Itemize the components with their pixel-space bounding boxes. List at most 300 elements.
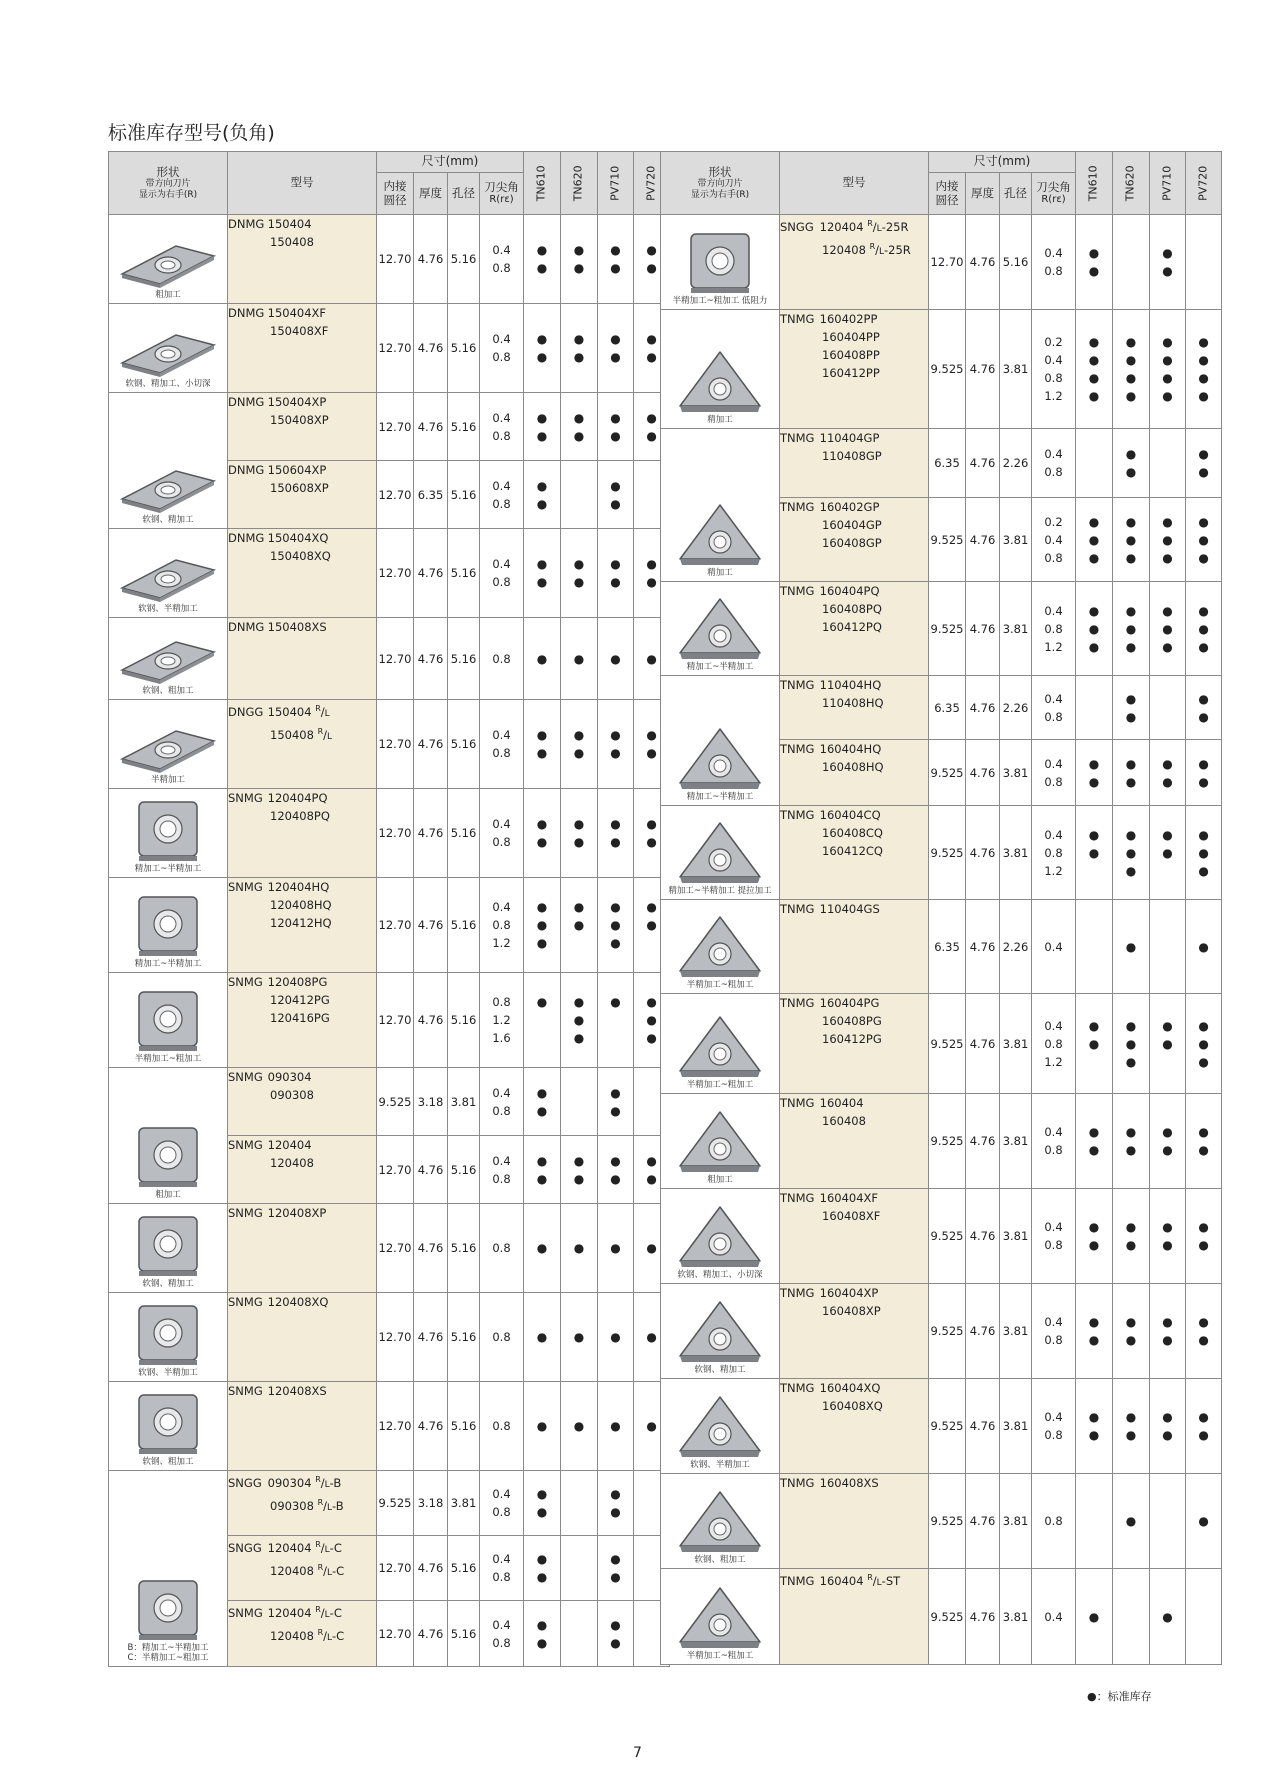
nose-radius-cell: 0.4 0.8 1.2 (1032, 806, 1076, 900)
table-row (661, 582, 1222, 676)
square-insert-icon (133, 1391, 203, 1457)
model-cell: SNMG 120408XS (228, 1382, 377, 1471)
nose-radius-cell: 0.8 (480, 618, 524, 700)
grade-stock-cell: ● (634, 1382, 670, 1471)
grade-stock-cell (1149, 429, 1185, 498)
model-cell: DNMG 150604XP 150608XP (228, 461, 377, 529)
grade-stock-cell: ● ● (634, 789, 670, 878)
model-cell: SNMG 120404HQ 120408HQ 120412HQ (228, 878, 377, 973)
application-label: 粗加工 (155, 290, 181, 301)
thickness-cell: 4.76 (414, 1382, 448, 1471)
grade-stock-cell: ● (1112, 900, 1149, 994)
model-cell: TNMG 160404 160408 (780, 1094, 929, 1189)
grade-stock-cell: ● ● (1186, 1379, 1222, 1474)
grade-stock-cell: ● ● (1076, 806, 1113, 900)
header-nose-radius: 刀尖角 R(rε) (480, 173, 524, 215)
model-cell: TNMG 160404 $^R$/L-ST (780, 1569, 929, 1665)
ic-cell: 9.525 (929, 1094, 966, 1189)
rhombus-insert-icon (116, 465, 220, 515)
grade-stock-cell: ● (634, 618, 670, 700)
ic-cell: 12.70 (377, 529, 414, 618)
ic-cell: 9.525 (377, 1471, 414, 1536)
triangle-insert-icon (675, 1299, 765, 1365)
thickness-cell: 4.76 (966, 994, 1000, 1094)
grade-stock-cell (1076, 1474, 1113, 1569)
grade-stock-cell: ● (1186, 1474, 1222, 1569)
grade-stock-cell: ● ● (560, 878, 597, 973)
grade-stock-cell: ● ● (1149, 1189, 1185, 1284)
thickness-cell: 4.76 (966, 310, 1000, 429)
header-grade-pv710: PV710 (597, 152, 633, 215)
grade-stock-cell: ● (524, 973, 561, 1068)
nose-radius-cell: 0.4 0.8 (480, 304, 524, 393)
insert-shape-cell (109, 973, 228, 1068)
grade-stock-cell: ● ● (1076, 1189, 1113, 1284)
rhombus-insert-icon (116, 554, 220, 604)
nose-radius-cell: 0.4 0.8 (480, 393, 524, 461)
grade-stock-cell (1186, 1569, 1222, 1665)
thickness-cell: 4.76 (414, 878, 448, 973)
triangle-insert-icon (675, 1204, 765, 1270)
ic-cell: 12.70 (377, 1536, 414, 1601)
grade-stock-cell: ● ● (1149, 1379, 1185, 1474)
hole-cell: 5.16 (448, 529, 480, 618)
grade-stock-cell: ● ● (1076, 1284, 1113, 1379)
ic-cell: 12.70 (377, 618, 414, 700)
ic-cell: 12.70 (377, 1204, 414, 1293)
grade-stock-cell: ● ● (560, 789, 597, 878)
nose-radius-cell: 0.8 (480, 1293, 524, 1382)
table-row (661, 676, 1222, 740)
grade-stock-cell (1076, 900, 1113, 994)
ic-cell: 9.525 (929, 1569, 966, 1665)
table-row (661, 215, 1222, 310)
thickness-cell: 4.76 (414, 393, 448, 461)
ic-cell: 12.70 (377, 878, 414, 973)
header-grade-tn620: TN620 (1112, 152, 1149, 215)
ic-cell: 9.525 (929, 1379, 966, 1474)
grade-stock-cell: ● ● ● (524, 878, 561, 973)
ic-cell: 12.70 (377, 1601, 414, 1667)
insert-shape-cell (661, 1379, 780, 1474)
table-row (109, 1293, 670, 1382)
insert-shape-cell (109, 618, 228, 700)
insert-shape-cell (661, 310, 780, 429)
nose-radius-cell: 0.8 1.2 1.6 (480, 973, 524, 1068)
insert-shape-cell (661, 1284, 780, 1379)
grade-stock-cell: ● (560, 1293, 597, 1382)
table-row (109, 393, 670, 461)
grade-stock-cell: ● (1149, 1569, 1185, 1665)
thickness-cell: 4.76 (414, 1136, 448, 1204)
application-label: 半精加工~粗加工 (686, 980, 754, 991)
grade-stock-cell: ● ● (524, 1536, 561, 1601)
insert-shape-cell (109, 529, 228, 618)
hole-cell: 5.16 (448, 973, 480, 1068)
hole-cell: 5.16 (448, 789, 480, 878)
header-thickness: 厚度 (414, 173, 448, 215)
table-row (661, 806, 1222, 900)
table-row (661, 900, 1222, 994)
application-label: 精加工~半精加工 (134, 864, 202, 875)
model-cell: SNMG 090304 090308 (228, 1068, 377, 1136)
hole-cell: 5.16 (448, 393, 480, 461)
table-row (661, 310, 1222, 429)
application-label: 软钢、精加工、小切深 (125, 379, 211, 390)
triangle-insert-icon (675, 914, 765, 980)
grade-stock-cell (1149, 676, 1185, 740)
model-cell: SNMG 120404 $^R$/L-C 120408 $^R$/L-C (228, 1601, 377, 1667)
nose-radius-cell: 0.2 0.4 0.8 (1032, 498, 1076, 582)
grade-stock-cell: ● ● (597, 1068, 633, 1136)
model-cell: SNGG 090304 $^R$/L-B 090308 $^R$/L-B (228, 1471, 377, 1536)
grade-stock-cell: ● ● (1112, 740, 1149, 806)
ic-cell: 9.525 (929, 994, 966, 1094)
nose-radius-cell: 0.2 0.4 0.8 1.2 (1032, 310, 1076, 429)
model-cell: DNMG 150408XS (228, 618, 377, 700)
square-insert-icon (685, 230, 755, 296)
grade-stock-cell: ● (1076, 1569, 1113, 1665)
grade-stock-cell (1149, 1474, 1185, 1569)
header-dims: 尺寸(mm) (929, 152, 1076, 173)
ic-cell: 6.35 (929, 676, 966, 740)
grade-stock-cell: ● ● (1149, 215, 1185, 310)
insert-shape-cell (109, 1068, 228, 1204)
application-label: 半精加工~粗加工 (686, 1651, 754, 1662)
page-number: 7 (633, 1745, 642, 1761)
thickness-cell: 4.76 (966, 676, 1000, 740)
model-cell: TNMG 110404GP 110408GP (780, 429, 929, 498)
header-ic: 内接 圆径 (929, 173, 966, 215)
grade-stock-cell: ● ● (597, 461, 633, 529)
grade-stock-cell: ● ● (1186, 429, 1222, 498)
header-grade-tn620: TN620 (560, 152, 597, 215)
thickness-cell: 4.76 (966, 1094, 1000, 1189)
grade-stock-cell: ● ● (1112, 1284, 1149, 1379)
insert-shape-cell (661, 215, 780, 310)
square-insert-icon (133, 988, 203, 1054)
insert-shape-cell (661, 1094, 780, 1189)
hole-cell: 3.81 (1000, 1474, 1032, 1569)
nose-radius-cell: 0.4 0.8 (480, 461, 524, 529)
ic-cell: 12.70 (377, 304, 414, 393)
application-label: 软钢、粗加工 (142, 1457, 194, 1468)
triangle-insert-icon (675, 1014, 765, 1080)
triangle-insert-icon (675, 726, 765, 792)
table-row (109, 529, 670, 618)
grade-stock-cell: ● ● (1186, 1284, 1222, 1379)
header-grade-tn610: TN610 (1076, 152, 1113, 215)
rhombus-insert-icon (116, 725, 220, 775)
ic-cell: 6.35 (929, 900, 966, 994)
ic-cell: 9.525 (929, 1474, 966, 1569)
rhombus-insert-icon (116, 240, 220, 290)
thickness-cell: 4.76 (414, 304, 448, 393)
grade-stock-cell: ● (597, 1382, 633, 1471)
grade-stock-cell: ● ● (1186, 1094, 1222, 1189)
grade-stock-cell: ● ● (634, 393, 670, 461)
application-label: 软钢、精加工 (694, 1365, 746, 1376)
ic-cell: 9.525 (929, 498, 966, 582)
nose-radius-cell: 0.4 0.8 (480, 1536, 524, 1601)
triangle-insert-icon (675, 1394, 765, 1460)
grade-stock-cell: ● ● (524, 1601, 561, 1667)
grade-stock-cell: ● ● ● (1076, 498, 1113, 582)
legend-standard-stock: ●：标准库存 (1087, 1690, 1152, 1703)
rhombus-insert-icon (116, 636, 220, 686)
grade-stock-cell: ● ● (597, 1471, 633, 1536)
model-cell: TNMG 160402PP 160404PP 160408PP 160412PP (780, 310, 929, 429)
nose-radius-cell: 0.4 0.8 (1032, 676, 1076, 740)
model-cell: TNMG 160404PG 160408PG 160412PG (780, 994, 929, 1094)
table-row (661, 1569, 1222, 1665)
grade-stock-cell: ● (597, 618, 633, 700)
application-label: 软钢、精加工 (142, 515, 194, 526)
ic-cell: 12.70 (377, 1136, 414, 1204)
application-label: 精加工~半精加工 (686, 662, 754, 673)
grade-stock-cell: ● ● ● ● (1076, 310, 1113, 429)
grade-stock-cell: ● ● (560, 1136, 597, 1204)
ic-cell: 12.70 (377, 1293, 414, 1382)
thickness-cell: 4.76 (414, 1536, 448, 1601)
model-cell: TNMG 160404XQ 160408XQ (780, 1379, 929, 1474)
table-row (661, 1284, 1222, 1379)
model-cell: TNMG 160404PQ 160408PQ 160412PQ (780, 582, 929, 676)
insert-shape-cell (661, 582, 780, 676)
grade-stock-cell: ● ● ● (1112, 498, 1149, 582)
table-row (661, 1094, 1222, 1189)
table-row (661, 1474, 1222, 1569)
grade-stock-cell: ● ● (1186, 1189, 1222, 1284)
ic-cell: 12.70 (377, 789, 414, 878)
hole-cell: 3.81 (1000, 582, 1032, 676)
thickness-cell: 4.76 (966, 740, 1000, 806)
nose-radius-cell: 0.4 0.8 (1032, 1094, 1076, 1189)
model-cell: DNMG 150404XF 150408XF (228, 304, 377, 393)
header-grade-tn610: TN610 (524, 152, 561, 215)
insert-shape-cell (109, 700, 228, 789)
hole-cell: 3.81 (448, 1068, 480, 1136)
grade-stock-cell (1112, 1569, 1149, 1665)
thickness-cell: 4.76 (414, 1204, 448, 1293)
hole-cell: 3.81 (1000, 1379, 1032, 1474)
nose-radius-cell: 0.8 (1032, 1474, 1076, 1569)
insert-shape-cell (661, 1569, 780, 1665)
table-row (661, 994, 1222, 1094)
grade-stock-cell: ● (597, 973, 633, 1068)
grade-stock-cell: ● ● (524, 393, 561, 461)
header-hole: 孔径 (448, 173, 480, 215)
nose-radius-cell: 0.8 (480, 1204, 524, 1293)
grade-stock-cell: ● ● ● (1149, 498, 1185, 582)
table-row (109, 973, 670, 1068)
application-label: 软钢、精加工 (142, 1279, 194, 1290)
nose-radius-cell: 0.4 0.8 (480, 700, 524, 789)
model-cell: TNMG 160408XS (780, 1474, 929, 1569)
header-shape: 形状 带方向刀片 显示为右手(R) (661, 152, 780, 215)
triangle-insert-icon (675, 1109, 765, 1175)
grade-stock-cell: ● (597, 1293, 633, 1382)
grade-stock-cell (1076, 676, 1113, 740)
ic-cell: 12.70 (377, 393, 414, 461)
hole-cell: 5.16 (448, 461, 480, 529)
grade-stock-cell: ● ● (1112, 1189, 1149, 1284)
grade-stock-cell: ● ● (597, 393, 633, 461)
insert-shape-cell (109, 304, 228, 393)
thickness-cell: 3.18 (414, 1068, 448, 1136)
model-cell: DNMG 150404XP 150408XP (228, 393, 377, 461)
grade-stock-cell: ● ● (524, 789, 561, 878)
nose-radius-cell: 0.4 0.8 1.2 (480, 878, 524, 973)
table-row (109, 700, 670, 789)
header-ic: 内接 圆径 (377, 173, 414, 215)
thickness-cell: 3.18 (414, 1471, 448, 1536)
model-cell: TNMG 110404GS (780, 900, 929, 994)
table-row (109, 1068, 670, 1136)
thickness-cell: 4.76 (966, 429, 1000, 498)
grade-stock-cell (560, 1601, 597, 1667)
table-row (109, 304, 670, 393)
hole-cell: 2.26 (1000, 900, 1032, 994)
model-cell: DNMG 150404XQ 150408XQ (228, 529, 377, 618)
ic-cell: 12.70 (929, 215, 966, 310)
hole-cell: 3.81 (1000, 806, 1032, 900)
ic-cell: 9.525 (929, 740, 966, 806)
grade-stock-cell: ● ● (1076, 1094, 1113, 1189)
square-insert-icon (133, 893, 203, 959)
insert-shape-cell (109, 1293, 228, 1382)
table-row (109, 215, 670, 304)
grade-stock-cell: ● ● (1112, 1379, 1149, 1474)
grade-stock-cell: ● ● (524, 700, 561, 789)
insert-shape-cell (109, 215, 228, 304)
thickness-cell: 4.76 (966, 1379, 1000, 1474)
hole-cell: 3.81 (1000, 498, 1032, 582)
page-title: 标准库存型号(负角) (108, 122, 275, 144)
thickness-cell: 4.76 (966, 1284, 1000, 1379)
square-insert-icon (133, 1213, 203, 1279)
thickness-cell: 4.76 (414, 973, 448, 1068)
thickness-cell: 4.76 (966, 1189, 1000, 1284)
grade-stock-cell: ● ● (597, 215, 633, 304)
stock-table-right (660, 151, 1222, 1665)
application-label: 粗加工 (707, 1175, 733, 1186)
triangle-insert-icon (675, 502, 765, 568)
grade-stock-cell: ● ● (560, 700, 597, 789)
model-cell: DNMG 150404 150408 (228, 215, 377, 304)
hole-cell: 3.81 (1000, 310, 1032, 429)
table-row (661, 1379, 1222, 1474)
nose-radius-cell: 0.4 0.8 (480, 1136, 524, 1204)
insert-shape-cell (661, 429, 780, 582)
grade-stock-cell: ● (524, 1204, 561, 1293)
grade-stock-cell: ● (1186, 900, 1222, 994)
hole-cell: 5.16 (448, 304, 480, 393)
grade-stock-cell: ● ● ● (1076, 582, 1113, 676)
ic-cell: 9.525 (929, 1189, 966, 1284)
thickness-cell: 4.76 (414, 789, 448, 878)
hole-cell: 3.81 (1000, 1094, 1032, 1189)
model-cell: TNMG 160404CQ 160408CQ 160412CQ (780, 806, 929, 900)
grade-stock-cell: ● ● (1112, 1094, 1149, 1189)
grade-stock-cell: ● ● (1149, 994, 1185, 1094)
grade-stock-cell: ● (560, 1382, 597, 1471)
hole-cell: 3.81 (1000, 1284, 1032, 1379)
grade-stock-cell: ● (597, 1204, 633, 1293)
ic-cell: 12.70 (377, 973, 414, 1068)
grade-stock-cell: ● ● ● (1112, 582, 1149, 676)
header-thickness: 厚度 (966, 173, 1000, 215)
table-row (661, 1189, 1222, 1284)
grade-stock-cell: ● (1112, 1474, 1149, 1569)
thickness-cell: 4.76 (966, 215, 1000, 310)
table-row (661, 429, 1222, 498)
triangle-insert-icon (675, 820, 765, 886)
grade-stock-cell (560, 1471, 597, 1536)
grade-stock-cell: ● ● (597, 1136, 633, 1204)
nose-radius-cell: 0.4 0.8 (480, 1471, 524, 1536)
model-cell: SNMG 120408PG 120412PG 120416PG (228, 973, 377, 1068)
square-insert-icon (133, 1302, 203, 1368)
grade-stock-cell: ● ● ● (1186, 994, 1222, 1094)
grade-stock-cell: ● ● ● (560, 973, 597, 1068)
nose-radius-cell: 0.4 0.8 (1032, 1379, 1076, 1474)
rhombus-insert-icon (116, 329, 220, 379)
insert-shape-cell (661, 1189, 780, 1284)
grade-stock-cell: ● ● ● (1186, 806, 1222, 900)
grade-stock-cell: ● ● (1076, 215, 1113, 310)
stock-table-left (108, 151, 670, 1667)
grade-stock-cell: ● ● (1149, 1094, 1185, 1189)
grade-stock-cell (1076, 429, 1113, 498)
grade-stock-cell: ● ● ● (634, 973, 670, 1068)
grade-stock-cell: ● ● ● (1149, 582, 1185, 676)
thickness-cell: 4.76 (414, 700, 448, 789)
hole-cell: 5.16 (448, 1136, 480, 1204)
header-grade-pv710: PV710 (1149, 152, 1185, 215)
grade-stock-cell: ● ● (634, 878, 670, 973)
grade-stock-cell: ● ● (524, 1068, 561, 1136)
grade-stock-cell (1149, 900, 1185, 994)
insert-shape-cell (109, 1204, 228, 1293)
grade-stock-cell: ● ● (524, 1471, 561, 1536)
grade-stock-cell: ● ● ● ● (1149, 310, 1185, 429)
header-nose-radius: 刀尖角 R(rε) (1032, 173, 1076, 215)
insert-shape-cell (109, 1471, 228, 1667)
grade-stock-cell: ● ● ● (1186, 582, 1222, 676)
model-cell: SNMG 120408XP (228, 1204, 377, 1293)
insert-shape-cell (661, 1474, 780, 1569)
triangle-insert-icon (675, 1489, 765, 1555)
grade-stock-cell: ● ● (634, 304, 670, 393)
insert-shape-cell (661, 900, 780, 994)
table-row (109, 1204, 670, 1293)
application-label: 半精加工 (150, 775, 185, 786)
triangle-insert-icon (675, 1585, 765, 1651)
model-cell: SNGG 120404 $^R$/L-C 120408 $^R$/L-C (228, 1536, 377, 1601)
grade-stock-cell: ● (560, 618, 597, 700)
grade-stock-cell: ● (560, 1204, 597, 1293)
square-insert-icon (133, 1124, 203, 1190)
grade-stock-cell: ● ● (524, 1136, 561, 1204)
grade-stock-cell: ● ● (597, 529, 633, 618)
grade-stock-cell: ● (634, 1293, 670, 1382)
application-label: 半精加工~粗加工 低阻力 (672, 296, 768, 307)
model-cell: TNMG 160404XF 160408XF (780, 1189, 929, 1284)
nose-radius-cell: 0.4 0.8 (1032, 1284, 1076, 1379)
grade-stock-cell: ● ● (1112, 429, 1149, 498)
application-label: 软钢、半精加工 (138, 604, 198, 615)
